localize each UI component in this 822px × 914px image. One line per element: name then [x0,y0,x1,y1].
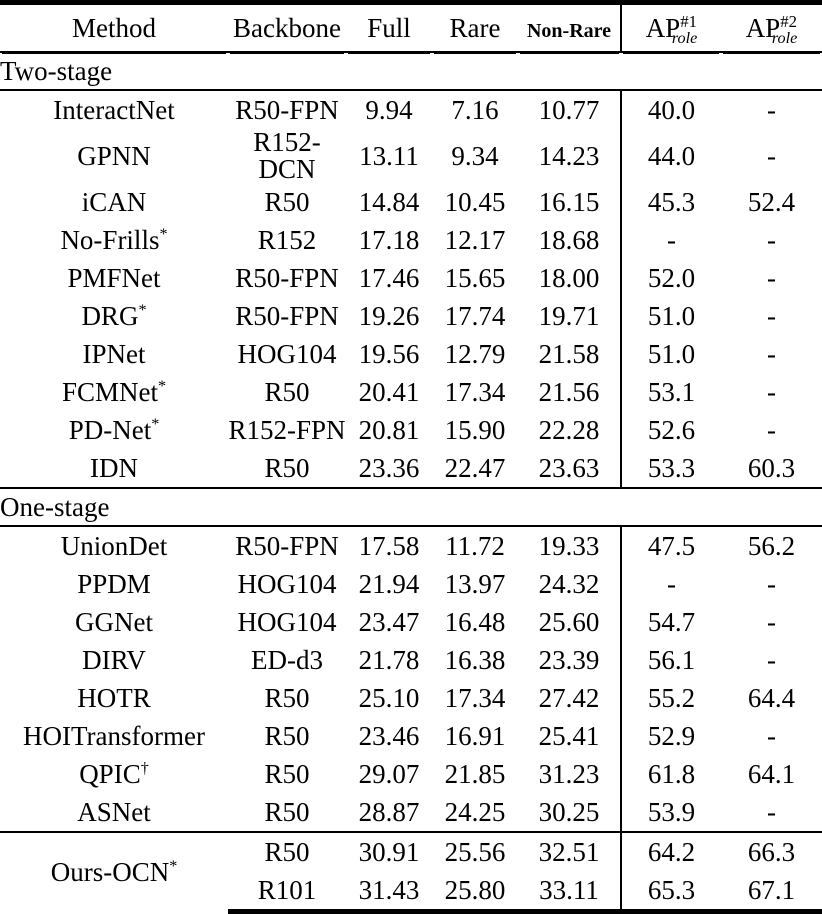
cell-full: 23.36 [346,449,432,488]
cell-method [0,449,228,488]
column-header-backbone [228,3,346,53]
cell-rare: 17.74 [444,300,506,331]
cell-ap1: 64.2 [621,832,721,871]
table-header-row [0,3,822,53]
cell-ap2: - [767,338,776,369]
method-name: iCAN [81,186,147,217]
cell-full: 30.91 [358,836,420,867]
table-row [0,603,822,641]
cell-full: 29.07 [358,758,420,789]
cell-rare: 16.38 [444,644,506,675]
cell-method [0,793,228,832]
cell-backbone: R50 [264,186,310,217]
method-marker: * [169,856,178,875]
cell-rare: 12.79 [444,338,506,369]
cell-nonrare: 22.28 [538,414,600,445]
table-row [0,411,822,449]
cell-ap2: 56.2 [747,530,796,561]
method-name: DRG [81,300,139,331]
column-header-nonrare [518,3,621,53]
method-name: HOITransformer [23,720,205,751]
cell-rare: 15.90 [444,414,506,445]
table-row [0,449,822,488]
table-row [0,717,822,755]
cell-backbone: ED-d3 [251,644,323,675]
cell-ap1: 56.1 [621,641,721,679]
method-marker: * [151,414,160,433]
cell-ap2: - [767,376,776,407]
cell-backbone: R50-FPN [235,94,339,125]
cell-backbone: HOG104 [237,338,337,369]
cell-rare: 16.91 [444,720,506,751]
cell-nonrare: 23.63 [518,449,621,488]
cell-method [0,90,228,129]
section-label: Two-stage [0,52,822,90]
cell-backbone: R152-FPN [228,414,346,445]
table-row [0,183,822,221]
cell-nonrare: 18.68 [538,224,600,255]
cell-rare: 17.34 [444,682,506,713]
cell-backbone: HOG104 [237,568,337,599]
cell-ap2: 64.4 [747,682,796,713]
cell-nonrare: 23.39 [538,644,600,675]
table-row [0,832,822,871]
cell-method-ours [0,832,228,912]
cell-full: 19.56 [358,338,420,369]
column-header-ap1 [621,3,721,53]
cell-ap1: 53.3 [621,449,721,488]
cell-method [0,297,228,335]
cell-backbone: R101 [228,871,346,912]
cell-nonrare: 32.51 [538,836,600,867]
cell-nonrare: 14.23 [538,140,600,171]
cell-method [0,603,228,641]
cell-ap2: 67.1 [721,871,822,912]
cell-ap1: 54.7 [621,603,721,641]
cell-full: 19.26 [358,300,420,331]
superscript-marker: #2 [780,11,797,31]
method-name: GPNN [77,140,151,171]
cell-backbone: R50-FPN [235,262,339,293]
cell-nonrare: 24.32 [538,568,600,599]
method-name: PPDM [77,568,151,599]
cell-ap2: - [767,300,776,331]
cell-method [0,565,228,603]
cell-rare: 21.85 [444,758,506,789]
cell-rare: 22.47 [432,449,518,488]
cell-method [0,679,228,717]
cell-backbone: R50 [264,682,310,713]
method-name: QPIC [79,758,141,789]
cell-ap1: 55.2 [621,679,721,717]
cell-ap1: 53.1 [621,373,721,411]
table-row [0,793,822,832]
table-row [0,335,822,373]
cell-method [0,411,228,449]
cell-ap2: - [721,793,822,832]
table-row [0,373,822,411]
cell-nonrare: 33.11 [518,871,621,912]
method-name: FCMNet [61,376,158,407]
cell-ap1: 52.9 [621,717,721,755]
cell-rare: 15.65 [444,262,506,293]
cell-rare: 16.48 [444,606,506,637]
cell-method [0,373,228,411]
cell-ap2: - [767,224,776,255]
table-row [0,565,822,603]
cell-rare: 7.16 [451,94,499,125]
column-header-ap2 [721,3,822,53]
cell-ap2: - [767,262,776,293]
column-header-label: $AP^{\#2}_{role}$ [745,11,798,47]
cell-full: 28.87 [346,793,432,832]
column-header-label: Backbone [233,12,341,43]
table-row [0,221,822,259]
method-name: UnionDet [60,530,168,561]
cell-full: 21.94 [358,568,420,599]
cell-rare: 13.97 [444,568,506,599]
method-name: PD-Net [68,414,152,445]
cell-nonrare: 31.23 [538,758,600,789]
cell-rare: 11.72 [445,530,505,561]
cell-backbone: R50 [264,836,310,867]
cell-rare: 25.56 [444,836,506,867]
cell-nonrare: 21.56 [538,376,600,407]
cell-backbone: R50 [228,793,346,832]
column-header-label: Method [72,12,156,43]
method-name: PMFNet [67,262,161,293]
column-header-label: Full [367,12,411,43]
method-name: InteractNet [53,94,175,125]
cell-ap2: - [767,644,776,675]
cell-nonrare: 30.25 [518,793,621,832]
cell-rare: 9.34 [451,140,499,171]
cell-ap2: - [767,720,776,751]
cell-ap1: 53.9 [621,793,721,832]
cell-ap1: - [621,221,721,259]
cell-full: 21.78 [358,644,420,675]
column-header-label: $AP^{\#1}_{role}$ [645,11,698,47]
section-label: One-stage [0,488,822,526]
cell-method [0,221,228,259]
cell-method [0,335,228,373]
cell-nonrare: 19.71 [538,300,600,331]
cell-rare: 25.80 [432,871,518,912]
subscript-role: role [671,28,698,47]
cell-backbone: R50-FPN [235,300,339,331]
cell-full: 23.46 [358,720,420,751]
method-name: IDN [90,452,138,483]
cell-nonrare: 18.00 [538,262,600,293]
cell-backbone: R152 [257,224,317,255]
cell-nonrare: 16.15 [538,186,600,217]
superscript-marker: #1 [680,11,697,31]
cell-rare: 17.34 [444,376,506,407]
cell-nonrare: 21.58 [538,338,600,369]
cell-backbone: R50 [264,720,310,751]
table-row [0,755,822,793]
column-header-full [346,3,432,53]
cell-full: 14.84 [358,186,420,217]
table-row [0,297,822,335]
cell-method [0,755,228,793]
cell-backbone: R152-DCN [253,127,321,184]
cell-nonrare: 10.77 [538,94,600,125]
method-name: GGNet [75,606,153,637]
cell-full: 17.58 [358,530,420,561]
cell-full: 20.81 [358,414,420,445]
cell-nonrare: 19.33 [538,530,600,561]
cell-ap1: 51.0 [621,297,721,335]
cell-ap1: 47.5 [621,526,721,565]
cell-full: 9.94 [365,94,413,125]
column-header-method [0,3,228,53]
cell-backbone: R50 [264,376,310,407]
cell-ap1: 52.0 [621,259,721,297]
cell-method [0,641,228,679]
cell-ap1: 44.0 [621,129,721,183]
table-row [0,641,822,679]
cell-ap1: - [621,565,721,603]
cell-rare: 12.17 [444,224,506,255]
cell-ap1: 45.3 [621,183,721,221]
column-header-rare [432,3,518,53]
method-marker: * [157,376,167,395]
cell-full: 20.41 [358,376,420,407]
column-header-label: Non-Rare [526,19,612,42]
cell-backbone: R50-FPN [235,530,339,561]
cell-ap1: 40.0 [621,90,721,129]
cell-ap1: 65.3 [621,871,721,912]
cell-ap2: 64.1 [747,758,796,789]
method-name: ASNet [77,796,151,827]
section-header-row [0,52,822,90]
cell-nonrare: 25.41 [538,720,600,751]
cell-method [0,526,228,565]
cell-backbone: R50 [228,449,346,488]
cell-full: 17.46 [358,262,420,293]
cell-full: 31.43 [346,871,432,912]
method-name: No-Frills [60,224,160,255]
cell-ap1: 51.0 [621,335,721,373]
cell-ap2: - [767,140,776,171]
cell-ap2: 66.3 [747,836,796,867]
cell-ap2: - [767,414,776,445]
table-row [0,129,822,183]
cell-rare: 24.25 [432,793,518,832]
method-marker: † [140,758,149,777]
cell-ap2: 52.4 [747,186,796,217]
cell-ap2: - [767,606,776,637]
cell-nonrare: 25.60 [538,606,600,637]
column-header-label: Rare [449,12,501,43]
subscript-role: role [771,28,798,47]
cell-ap1: 61.8 [621,755,721,793]
cell-ap2: - [767,94,776,125]
cell-ap1: 52.6 [621,411,721,449]
method-marker: * [159,224,168,243]
cell-full: 23.47 [358,606,420,637]
table-row [0,90,822,129]
cell-full: 25.10 [358,682,420,713]
cell-full: 17.18 [358,224,420,255]
cell-method [0,717,228,755]
cell-method [0,129,228,183]
cell-full: 13.11 [359,140,419,171]
cell-backbone: R50 [264,758,310,789]
method-name: IPNet [82,338,146,369]
method-marker: * [138,300,147,319]
cell-rare: 10.45 [444,186,506,217]
method-name: DIRV [82,644,146,675]
table-row [0,679,822,717]
section-header-row [0,488,822,526]
cell-method [0,183,228,221]
cell-ap2: - [767,568,776,599]
cell-backbone: HOG104 [237,606,337,637]
table-row [0,526,822,565]
method-name: Ours-OCN [50,856,170,887]
cell-method [0,259,228,297]
table-row [0,259,822,297]
cell-ap2: 60.3 [721,449,822,488]
cell-nonrare: 27.42 [538,682,600,713]
method-name: HOTR [77,682,151,713]
